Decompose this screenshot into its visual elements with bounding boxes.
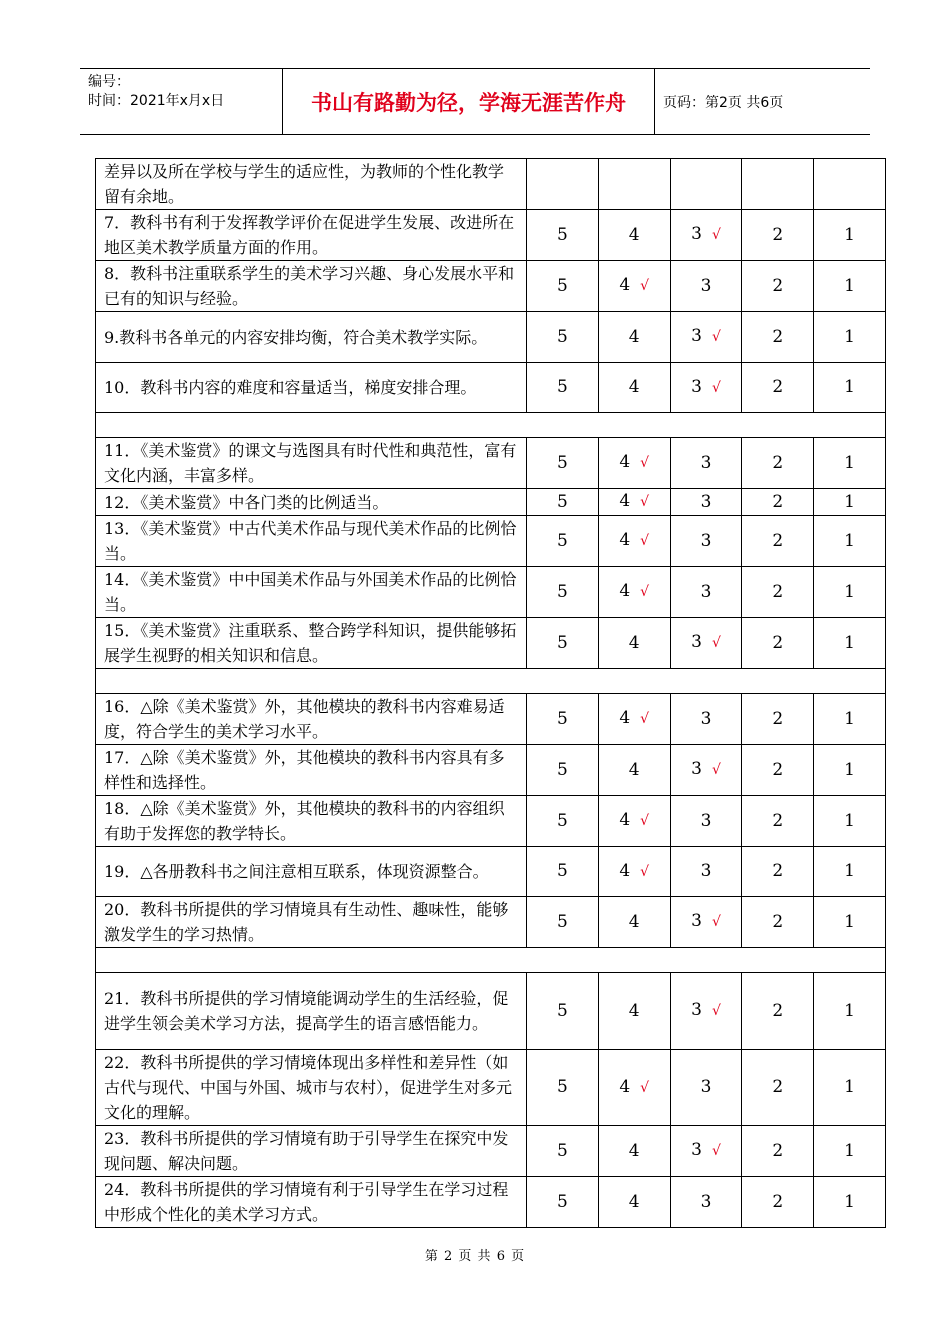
score-cell[interactable]	[670, 516, 742, 567]
score-value: 3	[691, 911, 702, 931]
question-text: 8．教科书注重联系学生的美术学习兴趣、身心发展水平和已有的知识与经验。	[96, 261, 527, 312]
score-cell[interactable]	[598, 973, 670, 1050]
score-cell[interactable]	[814, 973, 886, 1050]
score-cell[interactable]	[527, 973, 599, 1050]
score-cell[interactable]	[742, 438, 814, 489]
header-meta	[88, 73, 224, 111]
score-cell[interactable]	[670, 210, 742, 261]
score-cell[interactable]	[814, 363, 886, 413]
score-value: 5	[556, 326, 568, 347]
score-cell[interactable]	[742, 261, 814, 312]
score-cell[interactable]	[598, 1177, 670, 1228]
score-cell[interactable]	[742, 847, 814, 897]
score-value: 3	[691, 759, 702, 779]
score-value: 3	[691, 376, 702, 397]
score-value: 4	[619, 530, 631, 550]
score-value: 1	[844, 581, 855, 602]
table-row	[96, 1126, 886, 1177]
check-mark-icon: √	[640, 711, 650, 727]
score-value: 2	[772, 759, 784, 780]
question-text: 19．△各册教科书之间注意相互联系，体现资源整合。	[96, 847, 527, 897]
table-row	[96, 796, 886, 847]
score-value: 4	[628, 1191, 640, 1212]
score-value: 2	[772, 530, 784, 551]
score-value: 2	[772, 1191, 784, 1212]
separator-cell	[96, 413, 886, 438]
score-value: 5	[556, 530, 568, 551]
score-cell[interactable]	[742, 567, 814, 618]
score-value: 2	[772, 1077, 784, 1097]
score-cell[interactable]	[527, 1050, 599, 1126]
score-value: 3	[700, 708, 712, 729]
score-cell[interactable]	[670, 1177, 742, 1228]
score-cell[interactable]	[814, 261, 886, 312]
score-value: 1	[844, 1077, 855, 1097]
section-separator-row	[96, 948, 886, 973]
score-value: 5	[556, 224, 568, 245]
score-cell[interactable]	[814, 1050, 886, 1126]
score-value: 4	[619, 810, 631, 830]
score-cell[interactable]	[742, 516, 814, 567]
score-value: 5	[556, 911, 568, 932]
score-cell[interactable]	[742, 210, 814, 261]
score-cell[interactable]	[670, 847, 742, 897]
score-cell[interactable]	[527, 1177, 599, 1228]
score-value: 2	[772, 708, 784, 729]
score-value: 1	[844, 1140, 855, 1161]
score-cell[interactable]	[598, 796, 670, 847]
score-value: 1	[844, 275, 855, 296]
check-mark-icon: √	[711, 635, 721, 651]
table-row	[96, 618, 886, 669]
score-cell[interactable]	[742, 159, 814, 210]
score-value: 3	[700, 581, 712, 602]
question-text: 10．教科书内容的难度和容量适当，梯度安排合理。	[96, 363, 527, 413]
question-text: 17．△除《美术鉴赏》外，其他模块的教科书内容具有多样性和选择性。	[96, 745, 527, 796]
check-mark-icon: √	[640, 494, 650, 510]
score-value: 5	[556, 1191, 568, 1212]
score-value: 3	[700, 810, 712, 831]
score-value: 3	[691, 1000, 702, 1020]
check-mark-icon: √	[711, 227, 721, 243]
score-cell[interactable]	[527, 210, 599, 261]
score-value: 2	[772, 632, 784, 653]
score-cell[interactable]	[742, 796, 814, 847]
question-text: 22．教科书所提供的学习情境体现出多样性和差异性（如古代与现代、中国与外国、城市与农村），促进学生对多元文化的理解。	[96, 1050, 527, 1126]
table-row	[96, 261, 886, 312]
score-cell[interactable]	[814, 897, 886, 948]
score-cell[interactable]	[598, 159, 670, 210]
score-cell[interactable]	[598, 516, 670, 567]
score-value: 4	[628, 224, 640, 245]
score-value: 4	[619, 708, 631, 728]
score-cell[interactable]	[670, 567, 742, 618]
score-cell[interactable]	[814, 159, 886, 210]
header-page-number: 页码：第2页 共6页	[663, 95, 784, 111]
score-cell[interactable]	[527, 847, 599, 897]
check-mark-icon: √	[640, 455, 650, 471]
score-cell[interactable]	[527, 312, 599, 363]
score-value: 5	[556, 1077, 568, 1097]
score-cell[interactable]	[670, 312, 742, 363]
check-mark-icon: √	[711, 1003, 721, 1019]
question-text: 14．《美术鉴赏》中中国美术作品与外国美术作品的比例恰当。	[96, 567, 527, 618]
table-row	[96, 897, 886, 948]
check-mark-icon: √	[640, 863, 650, 880]
check-mark-icon: √	[711, 379, 721, 396]
score-value: 3	[700, 452, 712, 473]
score-value: 1	[844, 452, 855, 473]
question-text: 23．教科书所提供的学习情境有助于引导学生在探究中发现问题、解决问题。	[96, 1126, 527, 1177]
score-cell[interactable]	[814, 210, 886, 261]
score-value: 5	[556, 1000, 568, 1021]
score-cell[interactable]	[598, 1050, 670, 1126]
score-cell[interactable]	[598, 438, 670, 489]
score-cell[interactable]	[814, 312, 886, 363]
score-cell[interactable]	[527, 745, 599, 796]
score-value: 2	[772, 275, 784, 296]
score-value: 5	[556, 377, 568, 397]
score-value: 2	[772, 581, 784, 602]
score-value: 2	[772, 452, 784, 473]
table-row	[96, 516, 886, 567]
score-value: 3	[700, 491, 712, 512]
table-row	[96, 847, 886, 897]
check-mark-icon: √	[640, 533, 650, 549]
score-cell[interactable]	[670, 897, 742, 948]
question-text: 差异以及所在学校与学生的适应性，为教师的个性化教学留有余地。	[96, 159, 527, 210]
score-value: 1	[844, 810, 855, 831]
score-value: 1	[844, 326, 855, 347]
score-value: 3	[700, 861, 712, 881]
check-mark-icon: √	[640, 813, 650, 829]
score-value: 1	[844, 377, 855, 397]
score-value: 5	[556, 491, 568, 512]
score-cell[interactable]	[527, 261, 599, 312]
score-value: 1	[844, 861, 855, 881]
score-value: 5	[556, 861, 568, 881]
score-value: 4	[628, 632, 640, 653]
score-cell[interactable]	[598, 847, 670, 897]
score-value: 1	[844, 632, 855, 653]
score-cell[interactable]	[742, 1050, 814, 1126]
score-cell[interactable]	[670, 973, 742, 1050]
score-cell[interactable]	[598, 363, 670, 413]
score-value: 4	[619, 860, 631, 881]
score-value: 5	[556, 632, 568, 653]
section-separator-row	[96, 413, 886, 438]
separator-cell	[96, 669, 886, 694]
check-mark-icon: √	[711, 914, 721, 930]
score-cell[interactable]	[670, 438, 742, 489]
score-cell[interactable]	[598, 1126, 670, 1177]
question-text: 9.教科书各单元的内容安排均衡，符合美术教学实际。	[96, 312, 527, 363]
table-row	[96, 363, 886, 413]
score-value: 4	[628, 911, 640, 932]
score-cell[interactable]	[742, 1177, 814, 1228]
score-cell[interactable]	[742, 618, 814, 669]
table-row	[96, 159, 886, 210]
score-cell[interactable]	[598, 567, 670, 618]
score-value: 5	[556, 759, 568, 780]
table-row	[96, 745, 886, 796]
score-cell[interactable]	[670, 261, 742, 312]
score-value: 2	[772, 911, 784, 932]
table-row	[96, 567, 886, 618]
score-cell[interactable]	[670, 796, 742, 847]
score-cell[interactable]	[670, 363, 742, 413]
score-cell[interactable]	[598, 312, 670, 363]
score-value: 4	[628, 1140, 640, 1161]
score-cell[interactable]	[814, 1177, 886, 1228]
question-text: 7．教科书有利于发挥教学评价在促进学生发展、改进所在地区美术教学质量方面的作用。	[96, 210, 527, 261]
section-separator-row	[96, 669, 886, 694]
table-row	[96, 973, 886, 1050]
score-value: 1	[844, 1191, 855, 1212]
question-text: 18．△除《美术鉴赏》外，其他模块的教科书的内容组织有助于发挥您的教学特长。	[96, 796, 527, 847]
check-mark-icon: √	[640, 278, 650, 294]
score-value: 4	[628, 326, 640, 347]
score-cell[interactable]	[598, 261, 670, 312]
check-mark-icon: √	[711, 762, 721, 778]
score-cell[interactable]	[527, 159, 599, 210]
score-cell[interactable]	[814, 438, 886, 489]
score-value: 4	[619, 452, 631, 472]
score-value: 1	[844, 530, 855, 551]
score-cell[interactable]	[598, 897, 670, 948]
score-value: 2	[772, 326, 784, 347]
score-cell[interactable]	[598, 618, 670, 669]
score-value: 4	[619, 581, 631, 601]
score-value: 3	[700, 1077, 712, 1097]
survey-table	[95, 158, 886, 1228]
score-value: 4	[628, 377, 640, 397]
score-value: 4	[619, 491, 631, 511]
score-cell[interactable]	[814, 1126, 886, 1177]
table-row	[96, 438, 886, 489]
header-divider	[654, 69, 655, 134]
score-value: 1	[844, 759, 855, 780]
page-footer: 第 2 页 共 6 页	[424, 1249, 526, 1264]
table-row	[96, 312, 886, 363]
score-value: 4	[619, 275, 631, 295]
score-cell[interactable]	[742, 1126, 814, 1177]
table-row	[96, 210, 886, 261]
score-cell[interactable]	[527, 438, 599, 489]
question-text: 12．《美术鉴赏》中各门类的比例适当。	[96, 489, 527, 516]
score-cell[interactable]	[527, 363, 599, 413]
score-cell[interactable]	[814, 516, 886, 567]
score-cell[interactable]	[670, 159, 742, 210]
question-text: 20．教科书所提供的学习情境具有生动性、趣味性，能够激发学生的学习热情。	[96, 897, 527, 948]
score-cell[interactable]	[527, 489, 599, 516]
score-value: 3	[700, 275, 712, 296]
check-mark-icon: √	[711, 329, 721, 345]
score-value: 2	[772, 491, 784, 512]
score-cell[interactable]	[742, 489, 814, 516]
score-cell[interactable]	[742, 363, 814, 413]
check-mark-icon: √	[640, 584, 650, 600]
table-row	[96, 489, 886, 516]
score-value: 3	[691, 326, 702, 346]
question-text: 13．《美术鉴赏》中古代美术作品与现代美术作品的比例恰当。	[96, 516, 527, 567]
score-value: 5	[556, 275, 568, 296]
score-value: 4	[619, 1076, 631, 1097]
score-cell[interactable]	[814, 847, 886, 897]
survey-table-body	[96, 159, 886, 1228]
score-value: 5	[556, 810, 568, 831]
table-row	[96, 1177, 886, 1228]
score-cell[interactable]	[670, 745, 742, 796]
score-cell[interactable]	[814, 618, 886, 669]
score-cell[interactable]	[527, 796, 599, 847]
score-value: 3	[691, 224, 702, 244]
score-value: 1	[844, 1000, 855, 1021]
score-cell[interactable]	[814, 567, 886, 618]
score-cell[interactable]	[742, 897, 814, 948]
score-value: 5	[556, 708, 568, 729]
score-value: 3	[691, 1140, 702, 1160]
score-cell[interactable]	[598, 489, 670, 516]
score-value: 1	[844, 491, 855, 512]
score-cell[interactable]	[527, 1126, 599, 1177]
score-value: 3	[691, 632, 702, 652]
score-value: 2	[772, 224, 784, 245]
score-value: 3	[700, 530, 712, 551]
score-cell[interactable]	[814, 694, 886, 745]
question-text: 15．《美术鉴赏》注重联系、整合跨学科知识，提供能够拓展学生视野的相关知识和信息。	[96, 618, 527, 669]
score-cell[interactable]	[527, 567, 599, 618]
table-row	[96, 694, 886, 745]
score-cell[interactable]	[527, 516, 599, 567]
number-label: 编号：	[88, 74, 130, 90]
score-value: 3	[700, 1191, 712, 1212]
score-cell[interactable]	[527, 897, 599, 948]
score-cell[interactable]	[598, 745, 670, 796]
question-text: 21．教科书所提供的学习情境能调动学生的生活经验，促进学生领会美术学习方法，提高学生的语言感悟能力。	[96, 973, 527, 1050]
time-label: 时间：2021年x月x日	[88, 93, 225, 109]
page-header	[80, 68, 870, 135]
score-value: 2	[772, 1140, 784, 1161]
score-cell[interactable]	[598, 694, 670, 745]
score-value: 2	[772, 1000, 784, 1021]
score-cell[interactable]	[814, 489, 886, 516]
score-value: 2	[772, 377, 784, 397]
score-value: 5	[556, 1140, 568, 1161]
score-value: 2	[772, 810, 784, 831]
score-value: 1	[844, 224, 855, 245]
score-cell[interactable]	[814, 745, 886, 796]
score-cell[interactable]	[598, 210, 670, 261]
question-text: 24．教科书所提供的学习情境有利于引导学生在学习过程中形成个性化的美术学习方式。	[96, 1177, 527, 1228]
score-cell[interactable]	[814, 796, 886, 847]
score-value: 4	[628, 759, 640, 780]
score-value: 2	[772, 861, 784, 881]
score-cell[interactable]	[670, 618, 742, 669]
check-mark-icon: √	[640, 1079, 650, 1096]
score-cell[interactable]	[527, 694, 599, 745]
score-cell[interactable]	[742, 745, 814, 796]
score-value: 4	[628, 1000, 640, 1021]
separator-cell	[96, 948, 886, 973]
score-value: 1	[844, 911, 855, 932]
score-cell[interactable]	[670, 694, 742, 745]
header-motto: 书山有路勤为径，学海无涯苦作舟	[311, 91, 626, 115]
score-cell[interactable]	[527, 618, 599, 669]
score-cell[interactable]	[670, 1126, 742, 1177]
score-cell[interactable]	[742, 312, 814, 363]
question-text: 11．《美术鉴赏》的课文与选图具有时代性和典范性，富有文化内涵，丰富多样。	[96, 438, 527, 489]
score-cell[interactable]	[742, 694, 814, 745]
score-value: 1	[844, 708, 855, 729]
check-mark-icon: √	[711, 1143, 721, 1159]
score-cell[interactable]	[670, 1050, 742, 1126]
table-row	[96, 1050, 886, 1126]
score-cell[interactable]	[670, 489, 742, 516]
score-cell[interactable]	[742, 973, 814, 1050]
question-text: 16．△除《美术鉴赏》外，其他模块的教科书内容难易适度，符合学生的美术学习水平。	[96, 694, 527, 745]
score-value: 5	[556, 452, 568, 473]
score-value: 5	[556, 581, 568, 602]
